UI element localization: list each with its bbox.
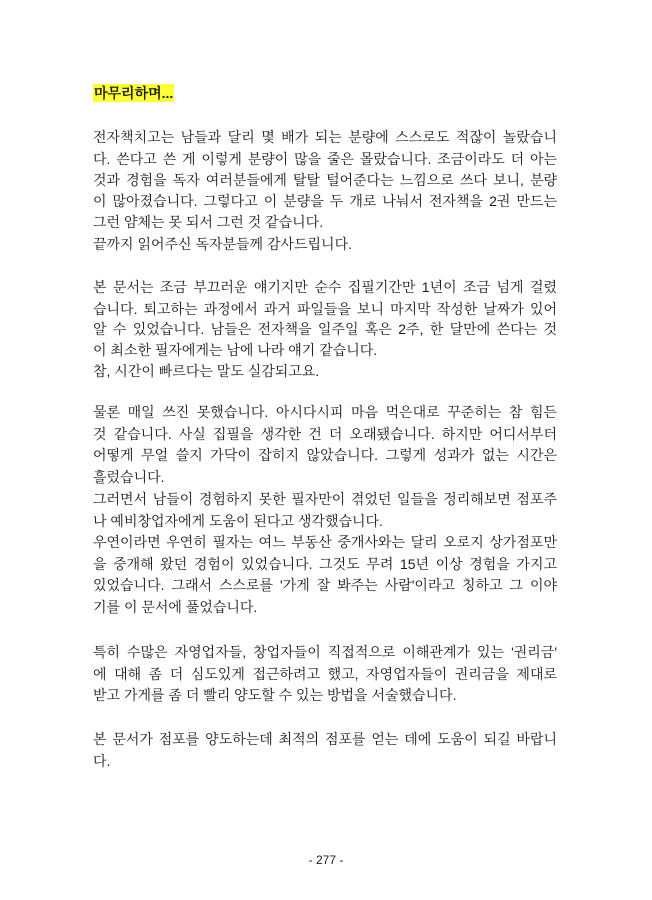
paragraph-line: 우연이라면 우연히 필자는 여느 부동산 중개사와는 달리 오로지 상가점포만 (93, 534, 557, 550)
paragraph-line: 그런 얌체는 못 되서 그런 것 같습니다. (93, 214, 324, 230)
paragraph-line: 흘렀습니다. (93, 469, 165, 485)
paragraph-line: 그러면서 남들이 경험하지 못한 필자만이 겪었던 일들을 정리해보면 점포주 (93, 491, 557, 507)
paragraph-line: 기를 이 문서에 풀었습니다. (93, 599, 258, 615)
paragraph-line: 것과 경험을 독자 여러분들에게 탈탈 털어준다는 느낌으로 쓰다 보니, 분량 (93, 172, 557, 188)
paragraph-line: 받고 가게를 좀 더 빨리 양도할 수 있는 방법을 서술했습니다. (93, 687, 457, 703)
paragraph-line: 습니다. 퇴고하는 과정에서 과거 파일들을 보니 마지막 작성한 날짜가 있어 (93, 301, 557, 317)
section-heading: 마무리하며... (94, 85, 174, 101)
paragraph-line: 어떻게 무얼 쓸지 가닥이 잡히지 않았습니다. 그렇게 성과가 없는 시간은 (93, 447, 557, 463)
page-number: - 277 - (308, 853, 344, 867)
paragraph-line: 물론 매일 쓰진 못했습니다. 아시다시피 마음 먹은대로 꾸준히는 참 힘든 (93, 404, 557, 420)
paragraph-line: 알 수 있었습니다. 남들은 전자책을 일주일 혹은 2주, 한 달만에 쓴다는 것 (93, 321, 557, 337)
paragraph-line: 본 문서는 조금 부끄러운 얘기지만 순수 집필기간만 1년이 조금 넘게 걸렸 (93, 279, 557, 295)
paragraph-line: 전자책치고는 남들과 달리 몇 배가 되는 분량에 스스로도 적잖이 놀랐습니 (93, 129, 557, 145)
paragraph-line: 을 중개해 왔던 경험이 있었습니다. 그것도 무려 15년 이상 경험을 가지고 (93, 556, 557, 572)
paragraph-line: 에 대해 좀 더 심도있게 접근하려고 했고, 자영업자들이 권리금을 제대로 (93, 666, 557, 682)
paragraph-line: 이 많아졌습니다. 그렇다고 이 분량을 두 개로 나눠서 전자책을 2권 만드는 (93, 193, 557, 209)
paragraph-line: 것 같습니다. 사실 집필을 생각한 건 더 오래됐습니다. 하지만 어디서부터 (93, 426, 557, 442)
paragraph-line: 참, 시간이 빠르다는 말도 실감되고요. (93, 363, 320, 379)
paragraph-line: 나 예비창업자에게 도움이 된다고 생각했습니다. (93, 513, 383, 529)
paragraph-line: 본 문서가 점포를 양도하는데 최적의 점포를 얻는 데에 도움이 되길 바랍니 (93, 731, 557, 747)
paragraph-line: 끝까지 읽어주신 독자분들께 감사드립니다. (93, 236, 352, 252)
paragraph-line: 특히 수많은 자영업자들, 창업자들이 직접적으로 이해관계가 있는 '권리금' (93, 644, 557, 660)
paragraph-line: 이 최소한 필자에게는 남에 나라 얘기 같습니다. (93, 342, 378, 358)
paragraph-line: 있었습니다. 그래서 스스로를 '가게 잘 봐주는 사람'이라고 칭하고 그 이야 (93, 577, 557, 593)
paragraph-line: 다. 쓴다고 쓴 게 이렇게 분량이 많을 줄은 몰랐습니다. 조금이라도 더 아는 (93, 151, 557, 167)
paragraph-line: 다. (93, 753, 111, 769)
